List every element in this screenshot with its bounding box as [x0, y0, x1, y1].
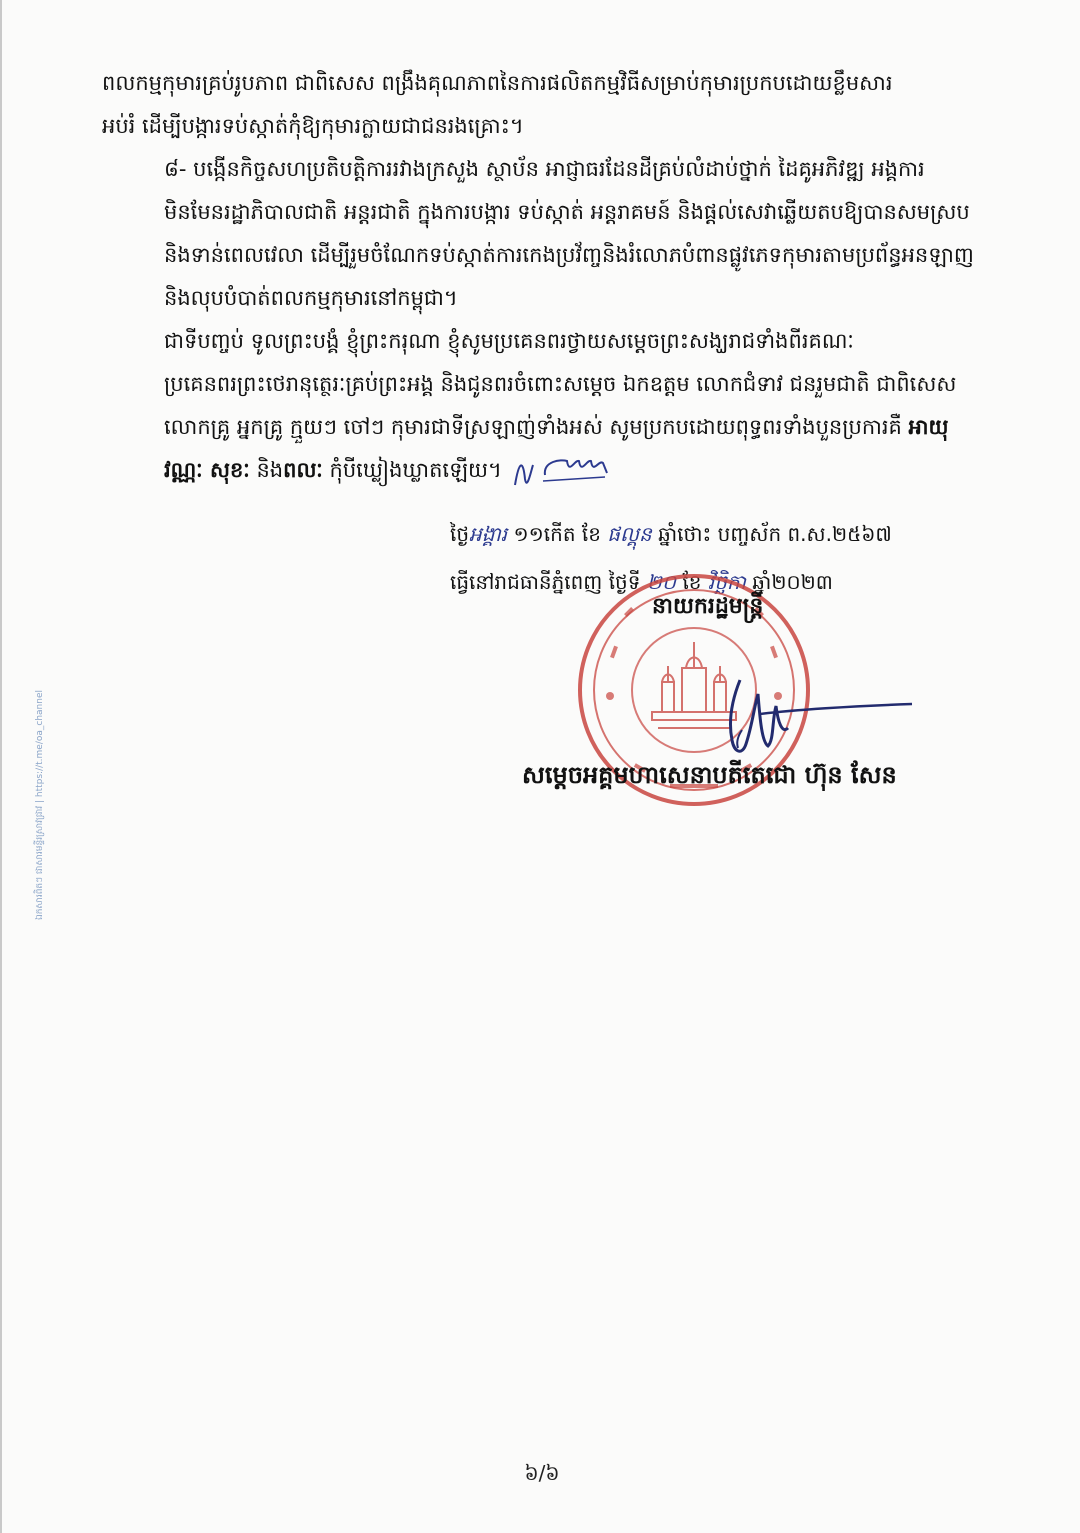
lunar-day-handwritten: អង្គារ	[469, 522, 508, 546]
blessing-word-1: អាយុ	[908, 415, 949, 439]
text-line: និងលុបបំបាត់ពលកម្មកុមារនៅកម្ពុជា។	[164, 286, 458, 310]
blessing-words: វណ្ណៈ សុខៈ	[164, 458, 250, 482]
text-line: ជាទីបញ្ចប់ ទូលព្រះបង្គំ ខ្ញុំព្រះករុណា ខ្ញុំសូមប្រគេនពរថ្វាយសម្តេចព្រះសង្ឃរាជទាំងពីរគណៈ	[164, 329, 854, 353]
lunar-date-mid: ១១កើត ខែ	[507, 522, 608, 546]
solar-day-handwritten: ២០	[646, 570, 677, 594]
paragraph-2	[102, 148, 992, 320]
blessing-connector: និង	[249, 458, 284, 482]
lunar-date-line	[450, 510, 1010, 558]
lunar-month-handwritten: ផល្គុន	[607, 522, 652, 546]
text-line: ប្រគេនពរព្រះថេរានុត្ថេរៈគ្រប់ព្រះអង្គ និងជូនពរចំពោះសម្តេច ឯកឧត្តម លោកជំទាវ ជនរួមជាតិ ជាពិសេស	[164, 372, 957, 396]
solar-month-handwritten: វិច្ឆិកា	[707, 570, 746, 594]
document-body	[102, 62, 992, 492]
blessing-word-strength: ពលៈ	[283, 458, 323, 482]
handwritten-signature-icon	[702, 660, 932, 770]
solar-month-prefix: ខែ	[676, 570, 708, 594]
solar-date-prefix: ធ្វើនៅរាជធានីភ្នំពេញ ថ្ងៃទី	[450, 570, 647, 594]
side-watermark	[16, 610, 45, 930]
paragraph-1	[102, 62, 992, 148]
text-line: អប់រំ ដើម្បីបង្ការទប់ស្កាត់កុំឱ្យកុមារក្លាយជាជនរងគ្រោះ។	[102, 114, 524, 138]
paragraph-3	[102, 320, 992, 492]
closing-text: កុំបីឃ្លៀងឃ្លាតឡើយ។	[322, 458, 502, 482]
closing-line	[102, 449, 992, 492]
lunar-year-text: ឆ្នាំថោះ បញ្ចស័ក ព.ស.២៥៦៧	[651, 522, 892, 546]
side-watermark-text: ឯកសារពិតៗ ជាសារមន្ទីរស្រាវជ្រាវ | https://t.me/oa_channel	[35, 689, 45, 920]
signer-name: សម្តេចអគ្គមហាសេនាបតីតេជោ ហ៊ុន សែន	[522, 761, 897, 789]
page-number: ៦/៦	[524, 1461, 560, 1485]
initials-mark-icon	[509, 451, 629, 491]
signer-title: នាយករដ្ឋមន្ត្រី	[652, 594, 764, 619]
solar-year-text: ឆ្នាំ២០២៣	[745, 570, 833, 594]
text-line: លោកគ្រូ អ្នកគ្រូ ក្មួយៗ ចៅៗ កុមារជាទីស្រឡាញ់ទាំងអស់ សូមប្រកបដោយពុទ្ធពរទាំងបួនប្រការគឺ	[164, 415, 902, 439]
text-line: និងទាន់ពេលវេលា ដើម្បីរួមចំណែកទប់ស្កាត់ការកេងប្រវ័ញ្ចនិងរំលោភបំពានផ្លូវភេទកុមារតាមប្រព័ន្ធអនឡាញ	[164, 243, 974, 267]
text-line: ៨- បង្កើនកិច្ចសហប្រតិបត្តិការរវាងក្រសួង ស្ថាប័ន អាជ្ញាធរដែនដីគ្រប់លំដាប់ថ្នាក់ ដៃគូអភិវឌ្ឍ អង្គការ	[164, 157, 925, 181]
text-line: ពលកម្មកុមារគ្រប់រូបភាព ជាពិសេស ពង្រឹងគុណភាពនៃការផលិតកម្មវិធីសម្រាប់កុមារប្រកបដោយខ្លឹមសារ	[102, 71, 893, 95]
lunar-date-prefix: ថ្ងៃ	[450, 522, 470, 546]
text-line-with-blessing	[102, 406, 992, 449]
text-line: មិនមែនរដ្ឋាភិបាលជាតិ អន្តរជាតិ ក្នុងការបង្ការ ទប់ស្កាត់ អន្តរាគមន៍ និងផ្តល់សេវាឆ្លើយតបឱ្យបានសមស្រប	[164, 200, 970, 224]
